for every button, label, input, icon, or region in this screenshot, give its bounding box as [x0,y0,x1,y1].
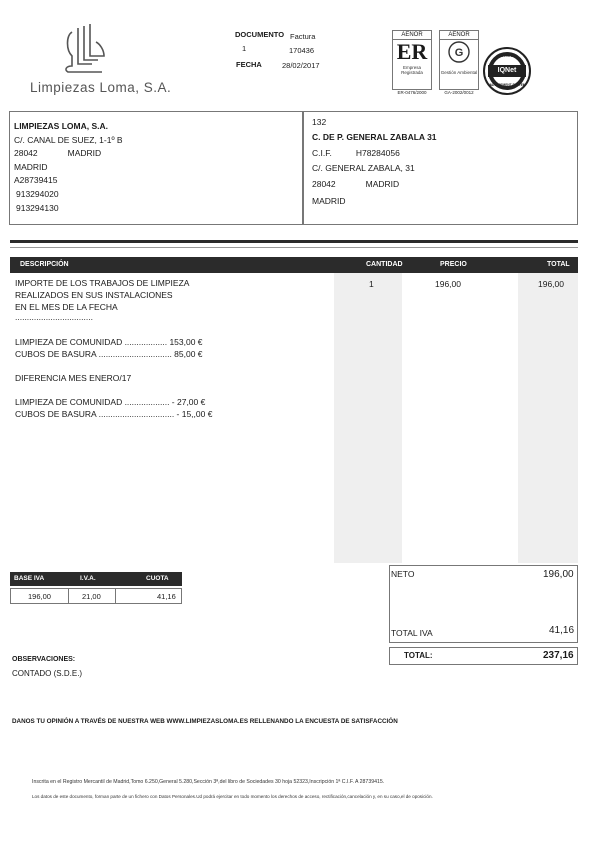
net-label: NETO [391,569,415,579]
client-address [312,115,437,208]
legal-privacy: Los datos de este documento, forman parte de un fichero con Datos Personales.Ud podrá ejercitar en todo momento los derechos de acceso, rectificación,cancelación y, en su caso,el de oposición. [32,794,433,799]
item-quantity: 1 [369,279,374,289]
issuer-tax-id: A28739415 [14,175,58,186]
vat-header-rate: I.V.A. [80,575,96,582]
aenor-er-badge: AENOR ER Empresa Registrada ER-0476/2000 [392,30,432,90]
vat-total-label: TOTAL IVA [391,628,433,638]
issuer-phone: 913294020 [16,188,59,199]
vat-amount: 41,16 [157,592,176,601]
ga-mark-icon [440,40,478,64]
header-quantity: CANTIDAD [366,261,403,268]
date-label: FECHA [236,60,262,69]
client-name: C. DE P. GENERAL ZABALA 31 [312,131,437,142]
header-description: DESCRIPCIÓN [20,261,69,268]
vat-table-header [10,572,182,586]
document-type: Factura [290,32,316,41]
legal-registry: Inscrita en el Registro Mercantil de Madrid,Tomo 6.250,General 5.280,Sección 3ª,del libro de Sociedades 30 hoja 52323,Inscripción 1ª C.I.F. A 28739415. [32,779,385,785]
items-table-header [10,257,578,273]
iqnet-label: IQNet [497,67,517,74]
aenor-ga-badge: AENOR G Gestión Ambiental GA-2002/0012 [440,32,478,95]
issuer-address [14,120,123,215]
item-price: 196,00 [435,279,461,289]
document-number: 170436 [289,46,315,55]
client-cif-label: C.I.F. [312,148,332,158]
header-total: TOTAL [547,261,570,268]
issuer-city: MADRID [67,148,102,159]
vat-base: 196,00 [28,592,51,601]
client-city: MADRID [365,179,400,189]
issuer-name: LIMPIEZAS LOMA, S.A. [14,121,108,131]
issuer-province: MADRID [14,161,48,172]
company-name: Limpiezas Loma, S.A. [30,80,172,95]
separator-thick [10,240,578,243]
vat-rate: 21,00 [82,592,101,601]
vat-total-value: 41,16 [549,625,575,636]
net-value: 196,00 [543,569,574,580]
issuer-street: C/. CANAL DE SUEZ, 1-1º B [14,134,123,145]
grand-total-value: 237,16 [543,650,574,661]
vat-header-amount: CUOTA [146,575,169,582]
issuer-zip: 28042 [14,148,38,159]
client-zip: 28042 [312,179,336,189]
header-price: PRECIO [440,261,467,268]
vat-row [10,588,182,604]
document-series: 1 [242,44,247,53]
iqnet-top-text: CERTIFIED [496,53,518,58]
survey-message: DANOS TU OPINIÓN A TRAVÉS DE NUESTRA WEB WWW.LIMPIEZASLOMA.ES RELLENANDO LA ENCUESTA DE SATISFACCIÓN [12,718,398,725]
iqnet-bottom-text: MANAGEMENT SYSTEM [488,83,526,87]
grand-total-label: TOTAL: [404,651,433,660]
svg-text:G: G [454,47,464,59]
observations-text: CONTADO (S.D.E.) [12,669,83,678]
observations-label: OBSERVACIONES: [12,656,76,663]
iqnet-badge [482,46,532,96]
quantity-column [334,273,402,563]
document-label: DOCUMENTO [235,30,285,39]
client-street: C/. GENERAL ZABALA, 31 [312,162,415,173]
separator-thin [10,247,578,248]
company-logo-icon [62,22,108,76]
client-province: MADRID [312,195,346,206]
item-description: IMPORTE DE LOS TRABAJOS DE LIMPIEZA REALIZADOS EN SUS INSTALACIONES EN EL MES DE LA FECHA ................................. LIMPIEZA DE COMUNIDAD .................. 153,00 € CUBOS DE BASURA ............................... 85,00 € DIFERENCIA MES ENERO/17 LIMPIEZA DE COMUNIDAD ................... - 27,00 € CUBOS DE BASURA ................................ - 15,,00 € [15,278,213,419]
document-date: 28/02/2017 [282,61,320,70]
item-total: 196,00 [538,279,564,289]
client-cif: H78284056 [355,148,400,158]
issuer-fax: 913294130 [16,202,59,213]
er-mark-icon: ER [396,39,428,64]
client-code: 132 [312,117,327,127]
total-column [518,273,578,563]
vat-header-base: BASE IVA [14,575,45,582]
